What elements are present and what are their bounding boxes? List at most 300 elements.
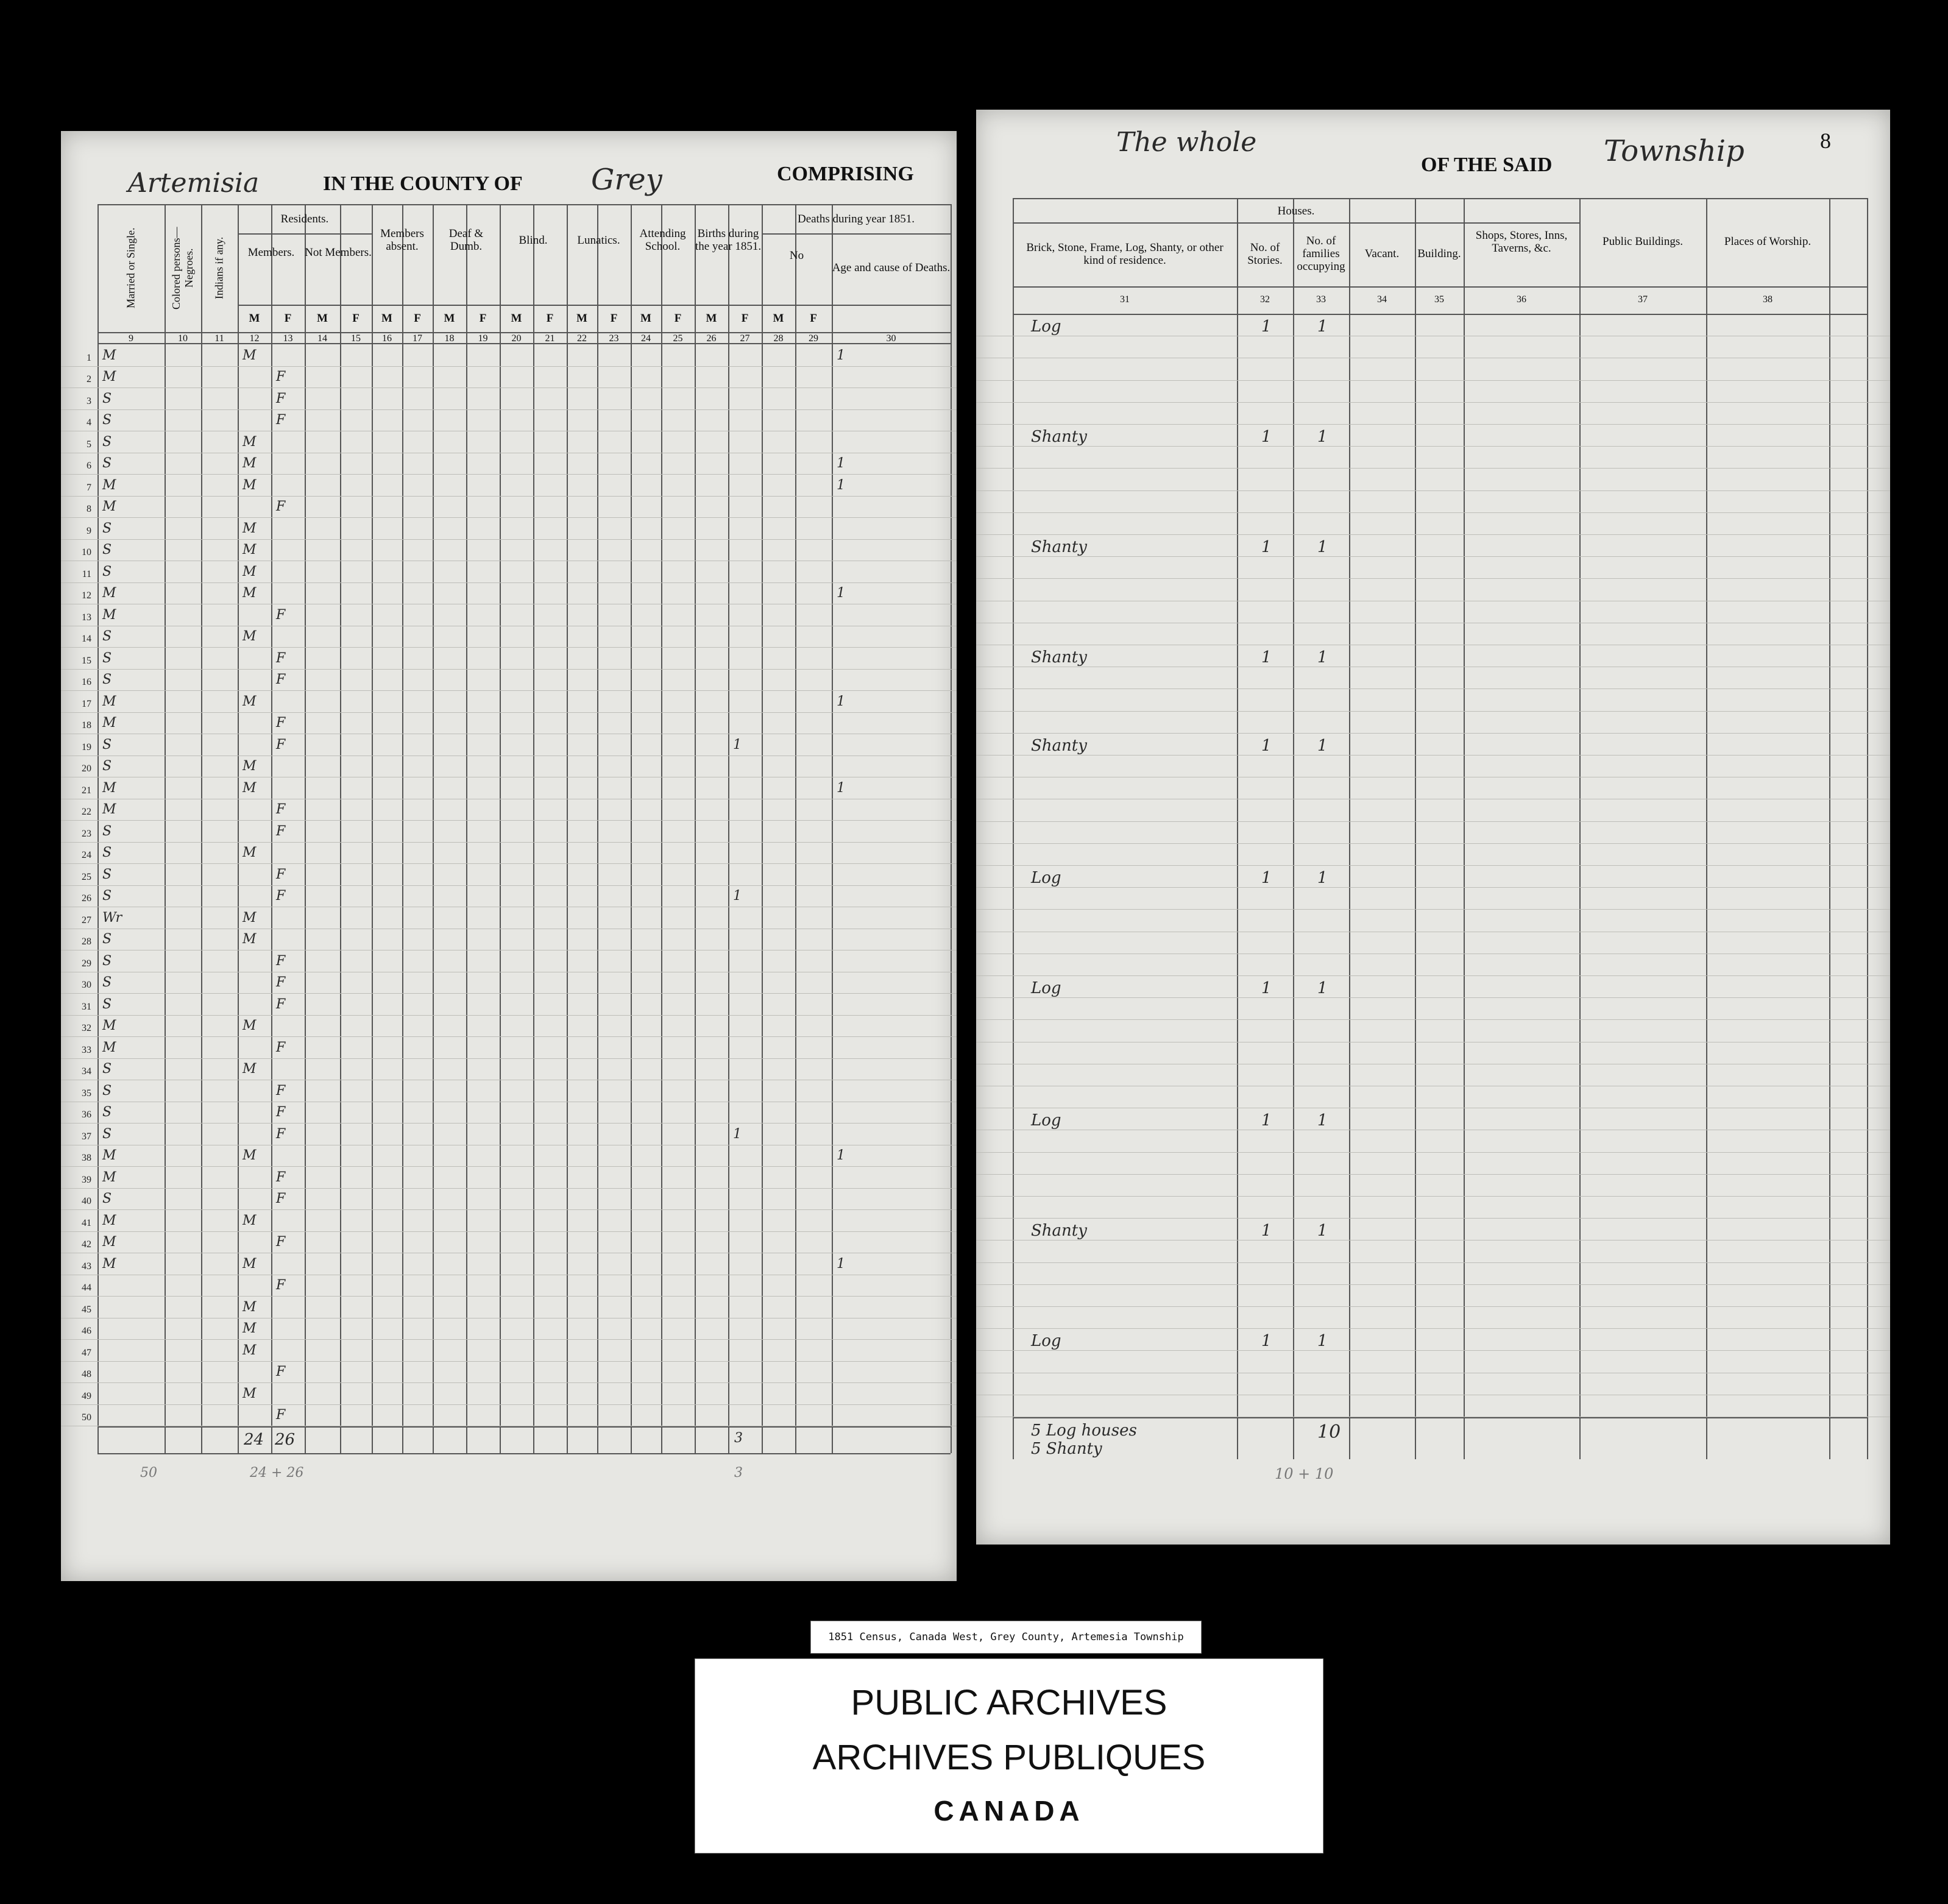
- column-divider: [1829, 198, 1830, 1459]
- marital-status-cell: S: [102, 412, 112, 428]
- row-rule: [976, 909, 1890, 910]
- residence-kind-cell: Log: [1031, 317, 1061, 336]
- header-f: F: [479, 311, 487, 325]
- row-number: 46: [82, 1326, 91, 1336]
- members-female-cell: F: [276, 975, 286, 990]
- row-number: 11: [82, 568, 91, 579]
- row-rule: [61, 1231, 957, 1232]
- row-rule: [61, 885, 957, 886]
- total-members-male: 24: [244, 1431, 264, 1449]
- members-male-cell: M: [243, 456, 257, 471]
- families-cell: 1: [1317, 538, 1328, 557]
- marital-status-cell: S: [102, 1126, 112, 1142]
- row-rule: [976, 887, 1890, 888]
- column-divider: [533, 204, 534, 1453]
- members-female-cell: F: [276, 412, 286, 428]
- marital-status-cell: S: [102, 1191, 112, 1206]
- header-deaths-no: No: [789, 249, 804, 262]
- row-number: 6: [87, 461, 91, 471]
- marital-status-cell: S: [102, 888, 112, 904]
- row-rule: [976, 1262, 1890, 1263]
- stories-cell: 1: [1261, 538, 1272, 557]
- column-number: 16: [382, 333, 392, 344]
- members-male-cell: M: [243, 1299, 257, 1315]
- header-m: M: [249, 311, 260, 325]
- members-female-cell: F: [276, 737, 286, 752]
- members-male-cell: M: [243, 1342, 257, 1358]
- row-number: 12: [82, 590, 91, 601]
- families-total: 10: [1317, 1421, 1341, 1443]
- column-number: 21: [545, 333, 555, 344]
- row-rule: [976, 733, 1890, 734]
- row-number: 17: [82, 698, 91, 709]
- row-rule: [61, 517, 957, 518]
- families-cell: 1: [1317, 979, 1328, 998]
- row-number: 44: [82, 1283, 91, 1293]
- row-rule: [61, 1382, 957, 1383]
- archives-label-line2: ARCHIVES PUBLIQUES: [812, 1738, 1206, 1777]
- members-male-cell: M: [243, 586, 257, 601]
- column-divider: [951, 204, 952, 1453]
- bottom-line: [97, 1453, 951, 1454]
- row-number: 43: [82, 1261, 91, 1272]
- column-number: 29: [809, 333, 818, 344]
- row-rule: [976, 1019, 1890, 1020]
- row-number: 1: [87, 352, 91, 363]
- column-divider: [97, 204, 99, 1453]
- marital-status-cell: S: [102, 1083, 112, 1099]
- residence-kind-cell: Log: [1031, 869, 1061, 888]
- mf-line: [238, 305, 951, 306]
- header-m: M: [444, 311, 455, 325]
- header-stories: No. of Stories.: [1247, 241, 1283, 267]
- header-m: M: [576, 311, 587, 325]
- row-rule: [61, 1339, 957, 1340]
- column-divider: [500, 204, 501, 1453]
- members-female-cell: F: [276, 1169, 286, 1185]
- row-number: 28: [82, 936, 91, 947]
- column-divider: [1349, 198, 1350, 1459]
- row-number: 16: [82, 677, 91, 687]
- row-number: 37: [82, 1131, 91, 1142]
- row-number: 2: [87, 374, 91, 384]
- header-f: F: [674, 311, 682, 325]
- total-members-female: 26: [275, 1431, 296, 1449]
- death-entry-cell: 1: [837, 347, 845, 363]
- marital-status-cell: S: [102, 650, 112, 666]
- members-male-cell: M: [243, 629, 257, 644]
- members-male-cell: M: [243, 1018, 257, 1033]
- marital-status-cell: S: [102, 866, 112, 882]
- marital-status-cell: S: [102, 823, 112, 839]
- row-rule: [61, 647, 957, 648]
- row-rule: [976, 1284, 1890, 1285]
- marital-status-cell: M: [102, 586, 116, 601]
- row-number: 29: [82, 958, 91, 969]
- column-divider: [1013, 198, 1014, 1459]
- members-female-cell: F: [276, 391, 286, 406]
- column-divider: [631, 204, 632, 1453]
- residents-line: [238, 233, 372, 235]
- row-number: 38: [82, 1153, 91, 1163]
- row-rule: [61, 1361, 957, 1362]
- source-label: 1851 Census, Canada West, Grey County, Artemesia Township: [810, 1621, 1202, 1654]
- row-number: 23: [82, 828, 91, 839]
- column-divider: [832, 204, 833, 1453]
- row-number: 13: [82, 612, 91, 623]
- row-rule: [61, 842, 957, 843]
- row-number: 14: [82, 634, 91, 644]
- deaths-line: [762, 233, 951, 235]
- margin-sum: 24 + 26: [250, 1465, 304, 1481]
- members-female-cell: F: [276, 888, 286, 904]
- row-rule: [976, 512, 1890, 513]
- row-number: 10: [82, 547, 91, 557]
- members-male-cell: M: [243, 845, 257, 860]
- row-rule: [976, 556, 1890, 557]
- header-school: Attending School.: [639, 227, 686, 253]
- header-f: F: [741, 311, 749, 325]
- column-divider: [1237, 198, 1238, 1459]
- row-number: 48: [82, 1369, 91, 1379]
- row-number: 45: [82, 1304, 91, 1315]
- stories-cell: 1: [1261, 979, 1272, 998]
- title-in-county: IN THE COUNTY OF: [323, 172, 523, 195]
- title-of-said: OF THE SAID: [1421, 154, 1553, 176]
- header-m: M: [640, 311, 651, 325]
- header-m: M: [381, 311, 392, 325]
- header-vacant: Vacant.: [1364, 247, 1400, 261]
- row-number: 22: [82, 807, 91, 817]
- members-male-cell: M: [243, 759, 257, 774]
- column-number: 28: [773, 333, 784, 344]
- numbers-bottom-line: [1013, 314, 1867, 315]
- row-rule: [61, 1296, 957, 1297]
- marital-status-cell: M: [102, 477, 116, 493]
- residence-kind-cell: Shanty: [1031, 538, 1087, 557]
- row-rule: [976, 534, 1890, 535]
- members-male-cell: M: [243, 520, 257, 536]
- members-male-cell: M: [243, 1148, 257, 1163]
- header-families: No. of families occupying: [1297, 235, 1345, 273]
- row-rule: [61, 1123, 957, 1124]
- column-divider: [1706, 198, 1707, 1459]
- township-handwritten: Township: [1604, 134, 1744, 168]
- marital-status-cell: S: [102, 953, 112, 969]
- members-female-cell: F: [276, 1083, 286, 1099]
- row-number: 41: [82, 1217, 91, 1228]
- header-f: F: [352, 311, 359, 325]
- members-female-cell: F: [276, 1105, 286, 1120]
- members-female-cell: F: [276, 672, 286, 687]
- row-number: 9: [87, 525, 91, 536]
- header-building: Building.: [1417, 247, 1461, 261]
- row-rule: [61, 1404, 957, 1405]
- births-female-cell: 1: [733, 1126, 742, 1142]
- header-deaf-dumb: Deaf & Dumb.: [448, 227, 484, 253]
- row-number: 32: [82, 1023, 91, 1033]
- members-male-cell: M: [243, 693, 257, 709]
- row-rule: [976, 1218, 1890, 1219]
- row-rule: [976, 821, 1890, 822]
- header-m: M: [317, 311, 328, 325]
- families-cell: 1: [1317, 428, 1328, 447]
- page-number: 8: [1820, 129, 1831, 153]
- marital-status-cell: M: [102, 607, 116, 623]
- row-rule: [976, 975, 1890, 976]
- header-shops: Shops, Stores, Inns, Taverns, &c.: [1475, 228, 1568, 255]
- stories-cell: 1: [1261, 869, 1272, 888]
- row-rule: [976, 402, 1890, 403]
- column-number: 22: [577, 333, 587, 344]
- marital-status-cell: S: [102, 975, 112, 990]
- column-number: 36: [1517, 294, 1526, 305]
- row-number: 8: [87, 504, 91, 514]
- header-top-line: [1013, 198, 1867, 199]
- row-rule: [61, 1058, 957, 1059]
- row-rule: [976, 1306, 1890, 1307]
- stories-cell: 1: [1261, 428, 1272, 447]
- row-rule: [61, 1036, 957, 1037]
- header-lunatics: Lunatics.: [577, 233, 620, 247]
- header-residents: Residents.: [280, 212, 329, 225]
- archives-label-line3: CANADA: [933, 1795, 1085, 1827]
- row-number: 34: [82, 1066, 91, 1077]
- column-number: 25: [673, 333, 683, 344]
- marital-status-cell: S: [102, 996, 112, 1012]
- column-divider: [1867, 198, 1868, 1459]
- marital-status-cell: M: [102, 1256, 116, 1272]
- marital-status-cell: M: [102, 1018, 116, 1033]
- column-divider: [762, 204, 763, 1453]
- summary-shanty: 5 Shanty: [1031, 1440, 1102, 1458]
- column-divider: [567, 204, 568, 1453]
- row-number: 25: [82, 871, 91, 882]
- row-rule: [976, 1350, 1890, 1351]
- column-divider: [597, 204, 598, 1453]
- header-colored: Colored persons—Negroes.: [170, 227, 195, 310]
- marital-status-cell: M: [102, 347, 116, 363]
- marital-status-cell: S: [102, 759, 112, 774]
- members-female-cell: F: [276, 1234, 286, 1250]
- row-rule: [976, 1328, 1890, 1329]
- families-cell: 1: [1317, 648, 1328, 667]
- death-entry-cell: 1: [837, 1256, 845, 1272]
- column-number: 20: [511, 333, 522, 344]
- members-female-cell: F: [276, 996, 286, 1012]
- death-entry-cell: 1: [837, 693, 845, 709]
- header-married: Married or Single.: [124, 227, 137, 309]
- row-rule: [61, 582, 957, 583]
- row-rule: [61, 474, 957, 475]
- header-age-cause: Age and cause of Deaths.: [832, 261, 951, 274]
- row-rule: [61, 712, 957, 713]
- marital-status-cell: S: [102, 456, 112, 471]
- members-male-cell: M: [243, 1321, 257, 1336]
- header-members: Members.: [247, 246, 295, 259]
- residence-kind-cell: Shanty: [1031, 737, 1087, 755]
- members-female-cell: F: [276, 499, 286, 514]
- marital-status-cell: S: [102, 542, 112, 557]
- column-divider: [728, 204, 729, 1453]
- column-number: 14: [317, 333, 327, 344]
- column-divider: [466, 204, 467, 1453]
- stories-cell: 1: [1261, 648, 1272, 667]
- members-male-cell: M: [243, 910, 257, 925]
- column-divider: [795, 204, 796, 1453]
- row-rule: [976, 424, 1890, 425]
- births-female-cell: 1: [733, 737, 742, 752]
- column-divider: [1464, 198, 1465, 1459]
- members-male-cell: M: [243, 347, 257, 363]
- death-entry-cell: 1: [837, 477, 845, 493]
- header-kind: Brick, Stone, Frame, Log, Shanty, or other kind of residence.: [1026, 241, 1224, 267]
- header-bottom-line: [1013, 286, 1867, 288]
- row-number: 35: [82, 1088, 91, 1099]
- marital-status-cell: M: [102, 802, 116, 817]
- header-houses: Houses.: [1277, 204, 1315, 218]
- marital-status-cell: M: [102, 693, 116, 709]
- column-divider: [201, 204, 202, 1453]
- header-m: M: [773, 311, 784, 325]
- members-female-cell: F: [276, 866, 286, 882]
- marital-status-cell: S: [102, 629, 112, 644]
- row-rule: [976, 865, 1890, 866]
- row-rule: [976, 490, 1890, 491]
- marital-status-cell: M: [102, 715, 116, 731]
- row-number: 40: [82, 1196, 91, 1206]
- row-rule: [61, 366, 957, 367]
- header-deaths: Deaths during year 1851.: [797, 212, 915, 225]
- column-divider: [695, 204, 696, 1453]
- death-entry-cell: 1: [837, 586, 845, 601]
- county-name-handwritten: Grey: [591, 163, 662, 197]
- row-rule: [61, 690, 957, 691]
- archives-label-line1: PUBLIC ARCHIVES: [851, 1683, 1167, 1722]
- header-worship: Places of Worship.: [1724, 235, 1812, 249]
- members-female-cell: F: [276, 953, 286, 969]
- row-number: 21: [82, 785, 91, 796]
- residence-kind-cell: Log: [1031, 979, 1061, 998]
- stories-cell: 1: [1261, 317, 1272, 336]
- header-indians: Indians if any.: [213, 236, 225, 300]
- header-f: F: [810, 311, 817, 325]
- marital-status-cell: M: [102, 369, 116, 384]
- marital-status-cell: M: [102, 1169, 116, 1185]
- row-rule: [976, 711, 1890, 712]
- archives-label: [695, 1658, 1323, 1853]
- row-number: 7: [87, 482, 91, 493]
- members-male-cell: M: [243, 1386, 257, 1401]
- families-cell: 1: [1317, 869, 1328, 888]
- column-number: 23: [609, 333, 619, 344]
- column-number: 18: [444, 333, 455, 344]
- row-rule: [61, 820, 957, 821]
- row-rule: [976, 446, 1890, 447]
- row-rule: [976, 1152, 1890, 1153]
- row-number: 26: [82, 893, 91, 904]
- header-blind: Blind.: [519, 233, 548, 247]
- stories-cell: 1: [1261, 1111, 1272, 1130]
- families-cell: 1: [1317, 737, 1328, 755]
- marital-status-cell: M: [102, 1212, 116, 1228]
- row-number: 5: [87, 439, 91, 450]
- members-female-cell: F: [276, 802, 286, 817]
- residence-kind-cell: Log: [1031, 1332, 1061, 1351]
- header-f: F: [414, 311, 421, 325]
- header-not-members: Not Members.: [305, 246, 372, 259]
- residence-kind-cell: Shanty: [1031, 428, 1087, 447]
- members-female-cell: F: [276, 1039, 286, 1055]
- residence-kind-cell: Log: [1031, 1111, 1061, 1130]
- marital-status-cell: Wr: [102, 910, 122, 925]
- column-divider: [165, 204, 166, 1453]
- marital-status-cell: S: [102, 845, 112, 860]
- header-f: F: [284, 311, 292, 325]
- row-rule: [61, 863, 957, 864]
- death-entry-cell: 1: [837, 1148, 845, 1163]
- column-number: 17: [413, 333, 422, 344]
- residence-kind-cell: Shanty: [1031, 1222, 1087, 1240]
- column-divider: [372, 204, 373, 1453]
- members-female-cell: F: [276, 1407, 286, 1423]
- families-cell: 1: [1317, 317, 1328, 336]
- column-number: 34: [1377, 294, 1387, 305]
- row-rule: [976, 578, 1890, 579]
- row-rule: [61, 539, 957, 540]
- members-female-cell: F: [276, 607, 286, 623]
- members-male-cell: M: [243, 542, 257, 557]
- row-number: 39: [82, 1174, 91, 1185]
- marital-status-cell: S: [102, 564, 112, 579]
- column-number: 37: [1638, 294, 1648, 305]
- stories-cell: 1: [1261, 1222, 1272, 1240]
- left-census-page: [61, 131, 957, 1581]
- column-number: 38: [1763, 294, 1773, 305]
- column-divider: [1415, 198, 1416, 1459]
- column-number: 11: [214, 333, 224, 344]
- margin-births: 3: [734, 1465, 743, 1481]
- stories-cell: 1: [1261, 737, 1272, 755]
- column-divider: [340, 204, 341, 1453]
- row-rule: [976, 688, 1890, 689]
- row-number: 3: [87, 395, 91, 406]
- members-male-cell: M: [243, 434, 257, 450]
- column-divider: [402, 204, 403, 1453]
- column-number: 35: [1434, 294, 1444, 305]
- members-female-cell: F: [276, 1191, 286, 1206]
- row-number: 36: [82, 1109, 91, 1120]
- row-rule: [976, 843, 1890, 844]
- marital-status-cell: M: [102, 499, 116, 514]
- header-m: M: [511, 311, 522, 325]
- column-number: 12: [249, 333, 260, 344]
- column-number: 31: [1120, 294, 1130, 305]
- title-comprising: COMPRISING: [777, 163, 914, 185]
- row-number: 50: [82, 1412, 91, 1423]
- row-number: 18: [82, 720, 91, 731]
- row-number: 31: [82, 1001, 91, 1012]
- column-number: 15: [351, 333, 361, 344]
- column-number: 30: [886, 333, 896, 344]
- marital-status-cell: S: [102, 434, 112, 450]
- marital-status-cell: S: [102, 1061, 112, 1077]
- members-male-cell: M: [243, 780, 257, 796]
- column-divider: [305, 204, 306, 1453]
- column-number: 24: [641, 333, 651, 344]
- header-members-absent: Members absent.: [380, 227, 424, 253]
- column-number: 10: [178, 333, 188, 344]
